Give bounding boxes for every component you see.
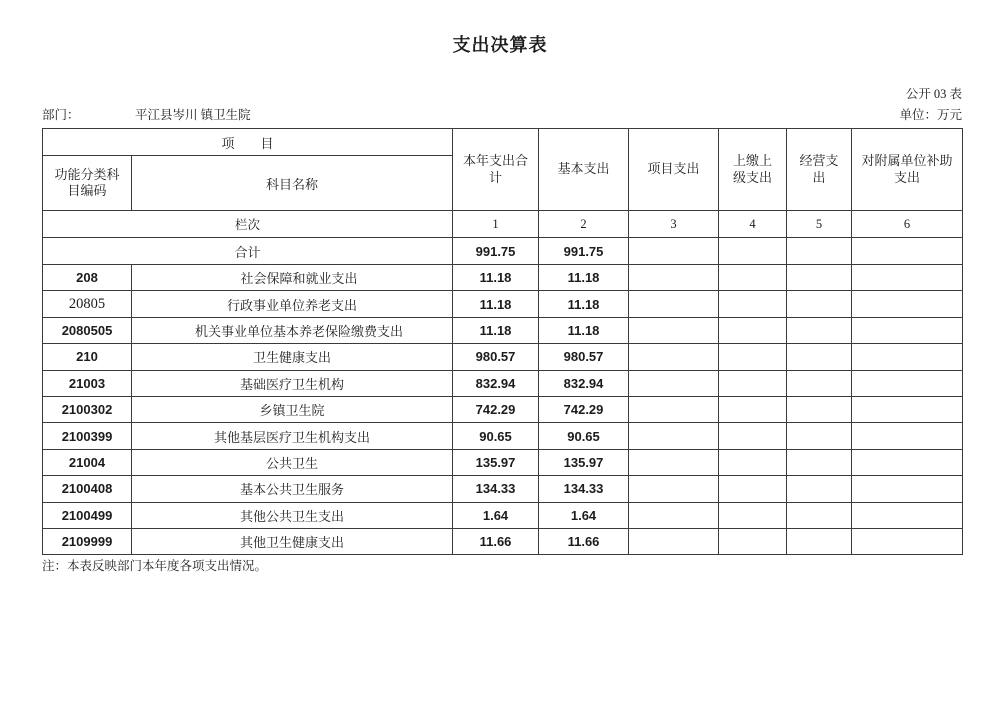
value-cell xyxy=(629,528,719,554)
total-value: 991.75 xyxy=(453,238,539,265)
value-cell xyxy=(852,317,963,343)
total-value xyxy=(787,238,852,265)
subject-name-cell: 其他卫生健康支出 xyxy=(132,528,453,554)
value-cell: 980.57 xyxy=(539,344,629,370)
value-cell: 11.18 xyxy=(539,291,629,317)
subject-name-cell: 公共卫生 xyxy=(132,449,453,475)
table-row xyxy=(43,265,963,291)
subject-code-cell: 210 xyxy=(43,344,132,370)
table-row xyxy=(43,476,963,502)
subject-name-cell: 其他基层医疗卫生机构支出 xyxy=(132,423,453,449)
column-index-row xyxy=(43,211,963,238)
col-header-project-expenditure: 项目支出 xyxy=(629,129,719,211)
value-cell xyxy=(787,396,852,422)
total-label: 合计 xyxy=(43,238,453,265)
subject-code-cell: 2100408 xyxy=(43,476,132,502)
value-cell xyxy=(787,317,852,343)
value-cell xyxy=(852,344,963,370)
value-cell: 980.57 xyxy=(453,344,539,370)
subject-code-cell: 20805 xyxy=(43,291,132,317)
value-cell xyxy=(719,423,787,449)
value-cell xyxy=(719,476,787,502)
value-cell xyxy=(719,370,787,396)
value-cell xyxy=(787,423,852,449)
total-value: 991.75 xyxy=(539,238,629,265)
value-cell xyxy=(787,291,852,317)
value-cell xyxy=(719,344,787,370)
col-header-basic-expenditure: 基本支出 xyxy=(539,129,629,211)
subject-code-cell: 2100302 xyxy=(43,396,132,422)
value-cell xyxy=(629,449,719,475)
value-cell: 742.29 xyxy=(453,396,539,422)
unit-label: 单位：万元 xyxy=(899,108,962,122)
value-cell xyxy=(852,502,963,528)
subject-code-cell: 2080505 xyxy=(43,317,132,343)
value-cell xyxy=(719,396,787,422)
value-cell xyxy=(629,317,719,343)
subject-code-cell: 2109999 xyxy=(43,528,132,554)
value-cell xyxy=(629,291,719,317)
table-row xyxy=(43,291,963,317)
col-header-function-code: 功能分类科目编码 xyxy=(43,156,132,211)
value-cell xyxy=(719,317,787,343)
table-row xyxy=(43,449,963,475)
value-cell: 11.18 xyxy=(453,317,539,343)
value-cell: 11.18 xyxy=(453,265,539,291)
subject-name-cell: 乡镇卫生院 xyxy=(132,396,453,422)
value-cell xyxy=(852,370,963,396)
table-row xyxy=(43,423,963,449)
column-index-label: 栏次 xyxy=(43,211,453,238)
page-title: 支出决算表 xyxy=(452,35,548,55)
col-header-upward-remittance: 上缴上级支出 xyxy=(719,129,787,211)
value-cell: 134.33 xyxy=(453,476,539,502)
footnote: 注：本表反映部门本年度各项支出情况。 xyxy=(42,559,268,573)
total-value xyxy=(719,238,787,265)
total-value xyxy=(852,238,963,265)
value-cell: 90.65 xyxy=(453,423,539,449)
value-cell xyxy=(787,449,852,475)
value-cell xyxy=(629,265,719,291)
subject-name-cell: 社会保障和就业支出 xyxy=(132,265,453,291)
value-cell: 90.65 xyxy=(539,423,629,449)
value-cell: 11.66 xyxy=(539,528,629,554)
column-index: 3 xyxy=(629,211,719,238)
value-cell xyxy=(719,502,787,528)
value-cell xyxy=(787,265,852,291)
value-cell xyxy=(629,502,719,528)
col-header-operating-expenditure: 经营支出 xyxy=(787,129,852,211)
table-row xyxy=(43,370,963,396)
value-cell xyxy=(719,291,787,317)
total-value xyxy=(629,238,719,265)
subject-code-cell: 208 xyxy=(43,265,132,291)
column-index: 4 xyxy=(719,211,787,238)
value-cell xyxy=(629,423,719,449)
value-cell xyxy=(852,396,963,422)
value-cell xyxy=(852,291,963,317)
value-cell xyxy=(629,344,719,370)
value-cell xyxy=(852,423,963,449)
column-index: 1 xyxy=(453,211,539,238)
value-cell xyxy=(852,449,963,475)
value-cell xyxy=(719,528,787,554)
value-cell xyxy=(629,476,719,502)
form-number: 公开 03 表 xyxy=(905,87,962,101)
value-cell xyxy=(719,265,787,291)
table-row xyxy=(43,528,963,554)
table-row xyxy=(43,502,963,528)
column-index: 2 xyxy=(539,211,629,238)
subject-name-cell: 基础医疗卫生机构 xyxy=(132,370,453,396)
subject-code-cell: 2100499 xyxy=(43,502,132,528)
value-cell: 11.18 xyxy=(453,291,539,317)
value-cell: 742.29 xyxy=(539,396,629,422)
table-row xyxy=(43,317,963,343)
column-index: 5 xyxy=(787,211,852,238)
value-cell: 135.97 xyxy=(453,449,539,475)
value-cell: 832.94 xyxy=(539,370,629,396)
department-label: 部门： xyxy=(42,108,80,122)
table-row xyxy=(43,344,963,370)
total-row xyxy=(43,238,963,265)
value-cell: 11.18 xyxy=(539,265,629,291)
value-cell: 11.18 xyxy=(539,317,629,343)
value-cell xyxy=(719,449,787,475)
value-cell xyxy=(852,476,963,502)
value-cell: 11.66 xyxy=(453,528,539,554)
value-cell xyxy=(787,344,852,370)
subject-code-cell: 2100399 xyxy=(43,423,132,449)
subject-code-cell: 21004 xyxy=(43,449,132,475)
value-cell xyxy=(852,528,963,554)
header-row-project xyxy=(43,129,963,156)
subject-code-cell: 21003 xyxy=(43,370,132,396)
value-cell: 832.94 xyxy=(453,370,539,396)
value-cell xyxy=(787,502,852,528)
expenditure-table xyxy=(42,128,963,555)
meta-row xyxy=(42,105,962,121)
col-header-subject-name: 科目名称 xyxy=(132,156,453,211)
value-cell: 1.64 xyxy=(539,502,629,528)
value-cell xyxy=(787,476,852,502)
subject-name-cell: 卫生健康支出 xyxy=(132,344,453,370)
value-cell xyxy=(787,370,852,396)
project-header-cell: 项 目 xyxy=(43,129,453,156)
value-cell xyxy=(787,528,852,554)
value-cell xyxy=(852,265,963,291)
col-header-current-year-total: 本年支出合计 xyxy=(453,129,539,211)
col-header-subsidy-to-affiliates: 对附属单位补助支出 xyxy=(852,129,963,211)
value-cell: 1.64 xyxy=(453,502,539,528)
department-value: 平江县岑川 镇卫生院 xyxy=(135,108,251,122)
column-index: 6 xyxy=(852,211,963,238)
subject-name-cell: 机关事业单位基本养老保险缴费支出 xyxy=(132,317,453,343)
table-row xyxy=(43,396,963,422)
value-cell xyxy=(629,370,719,396)
subject-name-cell: 行政事业单位养老支出 xyxy=(132,291,453,317)
value-cell xyxy=(629,396,719,422)
value-cell: 134.33 xyxy=(539,476,629,502)
value-cell: 135.97 xyxy=(539,449,629,475)
subject-name-cell: 其他公共卫生支出 xyxy=(132,502,453,528)
subject-name-cell: 基本公共卫生服务 xyxy=(132,476,453,502)
